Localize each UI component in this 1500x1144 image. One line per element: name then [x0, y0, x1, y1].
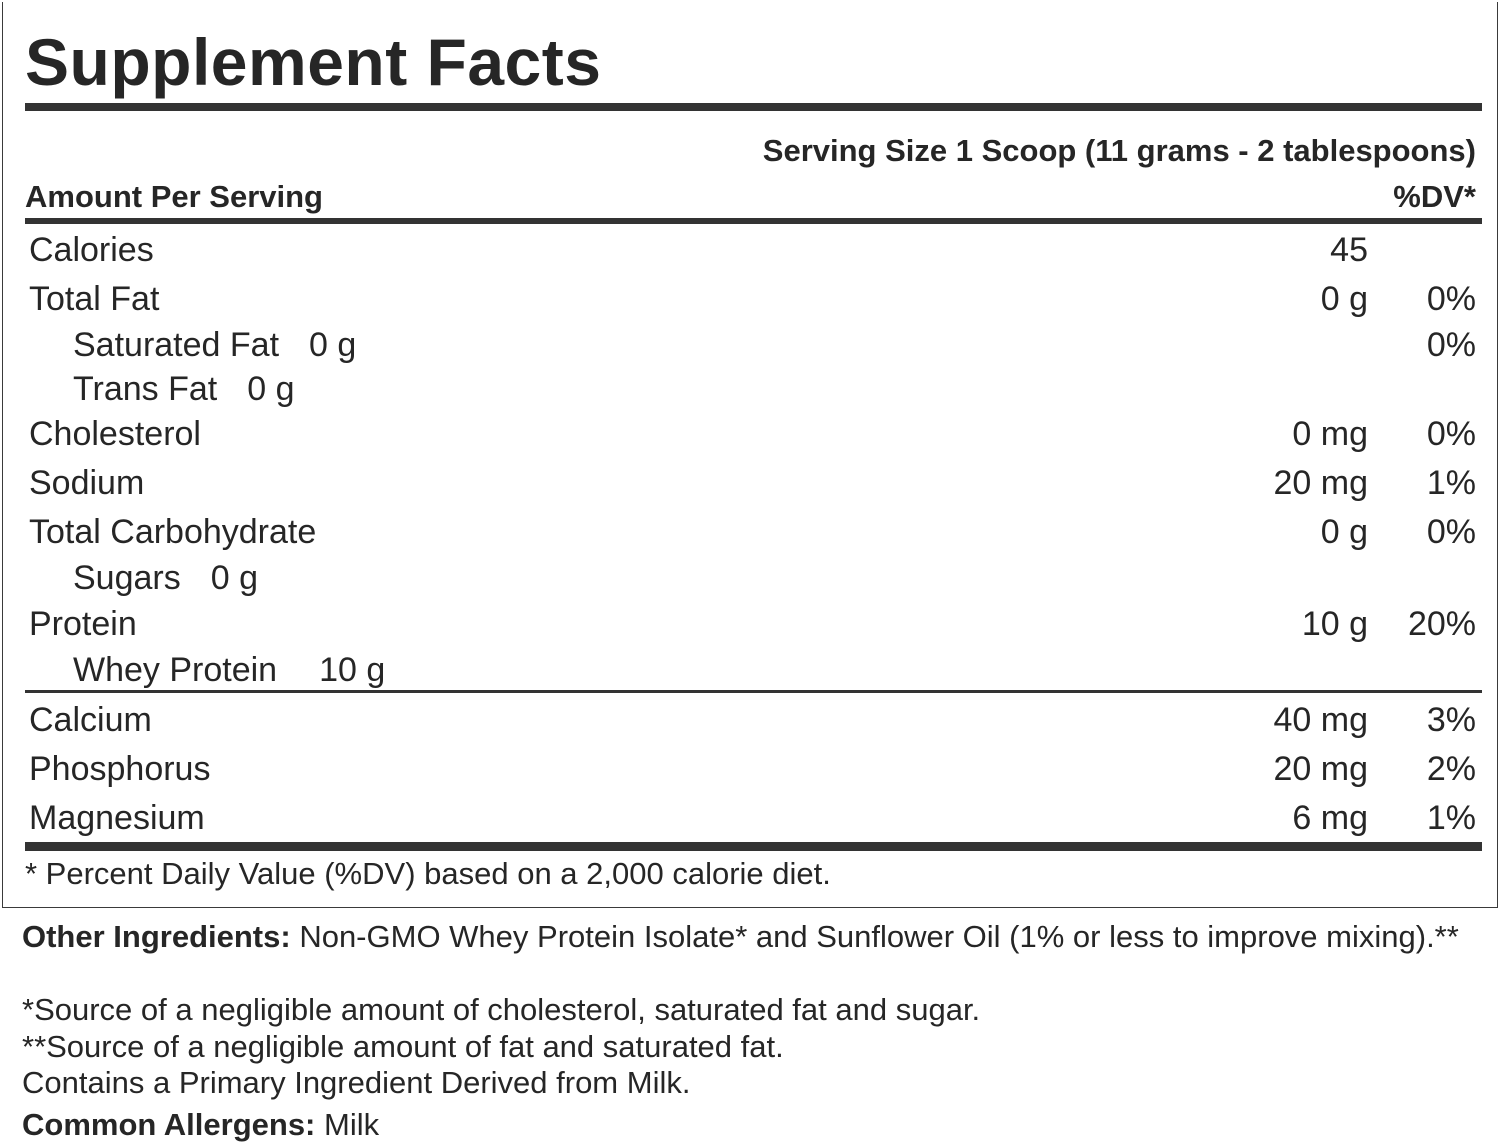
nutrient-inline-amount: 0 g — [309, 326, 357, 364]
nutrient-row-trans-fat — [3, 367, 1500, 411]
milk-derivation-note: Contains a Primary Ingredient Derived from Milk. — [22, 1065, 691, 1100]
other-ingredients-label: Other Ingredients: — [22, 919, 291, 954]
nutrient-row-calories — [3, 228, 1500, 272]
nutrient-dv: 1% — [1426, 464, 1476, 502]
nutrient-name: Whey Protein 10 g — [73, 651, 386, 689]
nutrient-amount: 0 g — [1320, 513, 1368, 551]
nutrient-amount: 20 mg — [1273, 464, 1368, 502]
nutrient-row-whey-protein — [3, 648, 1500, 692]
nutrient-inline-amount: 0 g — [247, 370, 295, 408]
nutrient-name: Magnesium — [29, 799, 205, 837]
nutrient-row-protein — [3, 602, 1500, 646]
nutrient-amount: 0 mg — [1292, 415, 1368, 453]
nutrient-row-calcium — [3, 698, 1500, 742]
other-ingredients — [22, 919, 1462, 956]
nutrient-amount: 40 mg — [1273, 701, 1368, 739]
nutrient-dv: 0% — [1426, 415, 1476, 453]
common-allergens-text: Milk — [315, 1107, 380, 1142]
nutrient-row-phosphorus — [3, 747, 1500, 791]
supplement-facts-panel — [2, 2, 1498, 908]
ingredient-note-2: **Source of a negligible amount of fat and saturated fat. — [22, 1029, 784, 1064]
nutrient-row-total-fat — [3, 277, 1500, 321]
label-title: Supplement Facts — [25, 25, 602, 99]
nutrient-row-sodium — [3, 461, 1500, 505]
nutrient-dv: 0% — [1426, 280, 1476, 318]
nutrient-dv: 3% — [1426, 701, 1476, 739]
nutrient-dv: 20% — [1407, 605, 1476, 643]
nutrient-inline-amount: 10 g — [319, 651, 386, 689]
nutrient-row-sugars — [3, 556, 1500, 600]
other-ingredients-text: Non-GMO Whey Protein Isolate* and Sunflower Oil (1% or less to improve mixing).** — [290, 919, 1459, 954]
nutrient-name: Protein — [29, 605, 137, 643]
nutrient-inline-amount: 0 g — [210, 559, 258, 597]
nutrient-name: Phosphorus — [29, 750, 211, 788]
nutrient-dv: 2% — [1426, 750, 1476, 788]
serving-size: Serving Size 1 Scoop (11 grams - 2 tablespoons) — [762, 133, 1476, 168]
nutrient-amount: 0 g — [1320, 280, 1368, 318]
nutrient-name: Cholesterol — [29, 415, 201, 453]
nutrient-dv: 0% — [1426, 513, 1476, 551]
nutrient-amount: 20 mg — [1273, 750, 1368, 788]
title-rule — [25, 103, 1482, 111]
footer-rule — [25, 842, 1482, 851]
nutrient-name: Total Fat — [29, 280, 160, 318]
nutrient-dv: 0% — [1426, 326, 1476, 364]
header-rule — [25, 218, 1482, 224]
mineral-divider — [25, 690, 1482, 693]
nutrient-name: Sodium — [29, 464, 145, 502]
nutrient-name: Calories — [29, 231, 154, 269]
common-allergens-label: Common Allergens: — [22, 1107, 316, 1142]
nutrient-row-saturated-fat — [3, 323, 1500, 367]
daily-value-header: %DV* — [1393, 179, 1476, 214]
nutrient-amount: 45 — [1330, 231, 1368, 269]
nutrient-dv: 1% — [1426, 799, 1476, 837]
nutrient-name: Total Carbohydrate — [29, 513, 317, 551]
nutrient-row-magnesium — [3, 796, 1500, 840]
amount-per-serving-header: Amount Per Serving — [25, 179, 323, 214]
common-allergens — [22, 1107, 1462, 1144]
nutrient-name: Sugars 0 g — [73, 559, 258, 597]
nutrient-row-total-carbohydrate — [3, 510, 1500, 554]
nutrient-amount: 10 g — [1301, 605, 1368, 643]
nutrient-name: Calcium — [29, 701, 152, 739]
nutrient-name: Trans Fat 0 g — [73, 370, 295, 408]
nutrient-name: Saturated Fat 0 g — [73, 326, 357, 364]
daily-value-footnote: * Percent Daily Value (%DV) based on a 2,000 calorie diet. — [25, 856, 831, 891]
nutrient-row-cholesterol — [3, 412, 1500, 456]
nutrient-amount: 6 mg — [1292, 799, 1368, 837]
ingredient-note-1: *Source of a negligible amount of cholesterol, saturated fat and sugar. — [22, 992, 981, 1027]
